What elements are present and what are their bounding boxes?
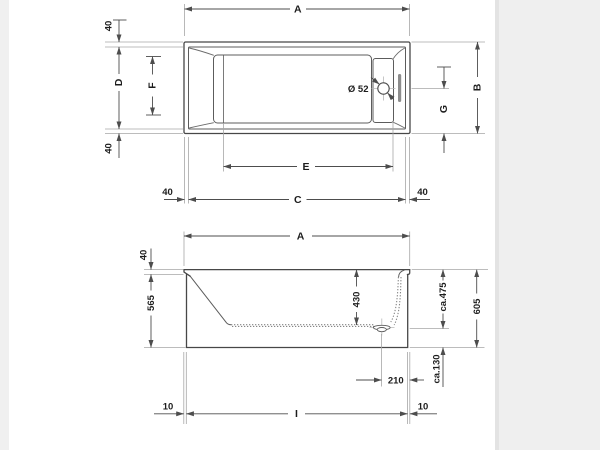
side-label-430: 430 xyxy=(351,291,363,308)
plan-label-E: E xyxy=(302,160,310,173)
plan-label-40-left: 40 xyxy=(162,187,173,198)
plan-label-G: G xyxy=(438,104,451,114)
plan-label-B: B xyxy=(471,83,484,92)
side-label-565: 565 xyxy=(146,295,158,311)
side-label-A: A xyxy=(296,230,305,243)
plan-label-C: C xyxy=(294,193,302,206)
plan-label-40-top: 40 xyxy=(103,20,115,32)
plan-label-D: D xyxy=(113,78,126,87)
overflow-slot xyxy=(398,74,401,102)
right-panel-edge xyxy=(495,0,499,450)
plan-label-40-right: 40 xyxy=(417,187,428,198)
side-label-ca130: ca.130 xyxy=(431,354,443,384)
side-label-210: 210 xyxy=(387,375,404,387)
plan-label-40-bottom: 40 xyxy=(103,143,115,154)
plan-label-A: A xyxy=(294,3,302,16)
side-label-40: 40 xyxy=(138,249,150,261)
left-edge-strip xyxy=(0,0,9,450)
side-label-10-right: 10 xyxy=(417,401,429,413)
plan-label-F: F xyxy=(146,82,159,89)
right-side-panel xyxy=(495,0,600,450)
side-label-605: 605 xyxy=(471,298,483,315)
side-label-10-left: 10 xyxy=(162,401,174,413)
side-label-ca475: ca.475 xyxy=(438,282,450,312)
drain-diameter-label: Ø 52 xyxy=(347,84,369,95)
side-label-I: I xyxy=(295,408,298,421)
